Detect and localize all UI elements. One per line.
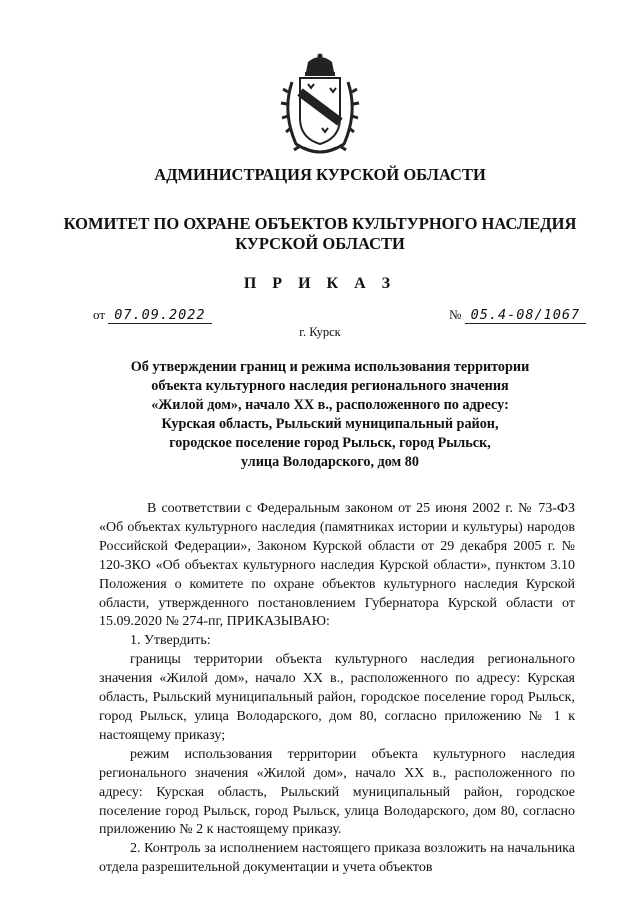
subject-line-5: городское поселение город Рыльск, город Рыльск, — [169, 435, 491, 451]
body-paragraph-regime: режим использования территории объекта культурного наследия регионального значения «Жилой дом», начало XX в., расположенного по адресу: Курская область, Рыльский муниципальный район, городское поселение город Рыльск, город Рыльск, улица Володарского, дом 80, согласно приложению № 2 к настоящему приказу. — [99, 746, 575, 838]
subject-line-6: улица Володарского, дом 80 — [241, 454, 419, 470]
number-prefix: № — [449, 307, 462, 322]
city-label: г. Курск — [299, 325, 341, 339]
subject-line-4: Курская область, Рыльский муниципальный район, — [161, 416, 499, 432]
order-number: 05.4-08/1067 — [465, 307, 587, 324]
body-paragraph-item-2: 2. Контроль за исполнением настоящего приказа возложить на начальника отдела разрешительной документации и учета объектов — [99, 841, 575, 876]
committee-title — [0, 214, 640, 254]
body-paragraph-boundaries: границы территории объекта культурного наследия регионального значения «Жилой дом», начало XX в., расположенного по адресу: Курская область, Рыльский муниципальный район, городское поселение город Рыльск, город Рыльск, улица Володарского, дом 80, согласно приложению № 1 к настоящему приказу; — [99, 652, 575, 743]
body-paragraph-item-1: 1. Утвердить: — [130, 633, 211, 649]
committee-line-2: КУРСКОЙ ОБЛАСТИ — [235, 234, 405, 253]
subject-line-1: Об утверждении границ и режима использования территории — [130, 359, 530, 375]
coat-of-arms-emblem — [278, 52, 362, 156]
order-date-row — [93, 307, 212, 324]
date-prefix: от — [93, 307, 106, 322]
order-date: 07.09.2022 — [108, 307, 211, 324]
subject-line-3: «Жилой дом», начало XX в., расположенного по адресу: — [151, 397, 509, 413]
committee-line-1: КОМИТЕТ ПО ОХРАНЕ ОБЪЕКТОВ КУЛЬТУРНОГО НАСЛЕДИЯ — [63, 214, 577, 233]
order-body — [99, 500, 575, 878]
administration-title: АДМИНИСТРАЦИЯ КУРСКОЙ ОБЛАСТИ — [154, 165, 486, 184]
body-paragraph-preamble: В соответствии с Федеральным законом от 25 июня 2002 г. № 73-ФЗ «Об объектах культурного наследия (памятниках истории и культуры) народов Российской Федерации», Законом Курской области от 29 декабря 2005 г. № 120-ЗКО «Об объектах культурного наследия Курской области», пунктом 3.10 Положения о комитете по охране объектов культурного наследия Курской области, утвержденного постановлением Губернатора Курской области от 15.09.2020 № 274-пг, ПРИКАЗЫВАЮ: — [99, 501, 575, 630]
order-title: П Р И К А З — [243, 275, 397, 292]
subject-line-2: объекта культурного наследия регионального значения — [151, 378, 509, 394]
order-number-row — [449, 307, 586, 324]
order-subject — [100, 358, 560, 472]
